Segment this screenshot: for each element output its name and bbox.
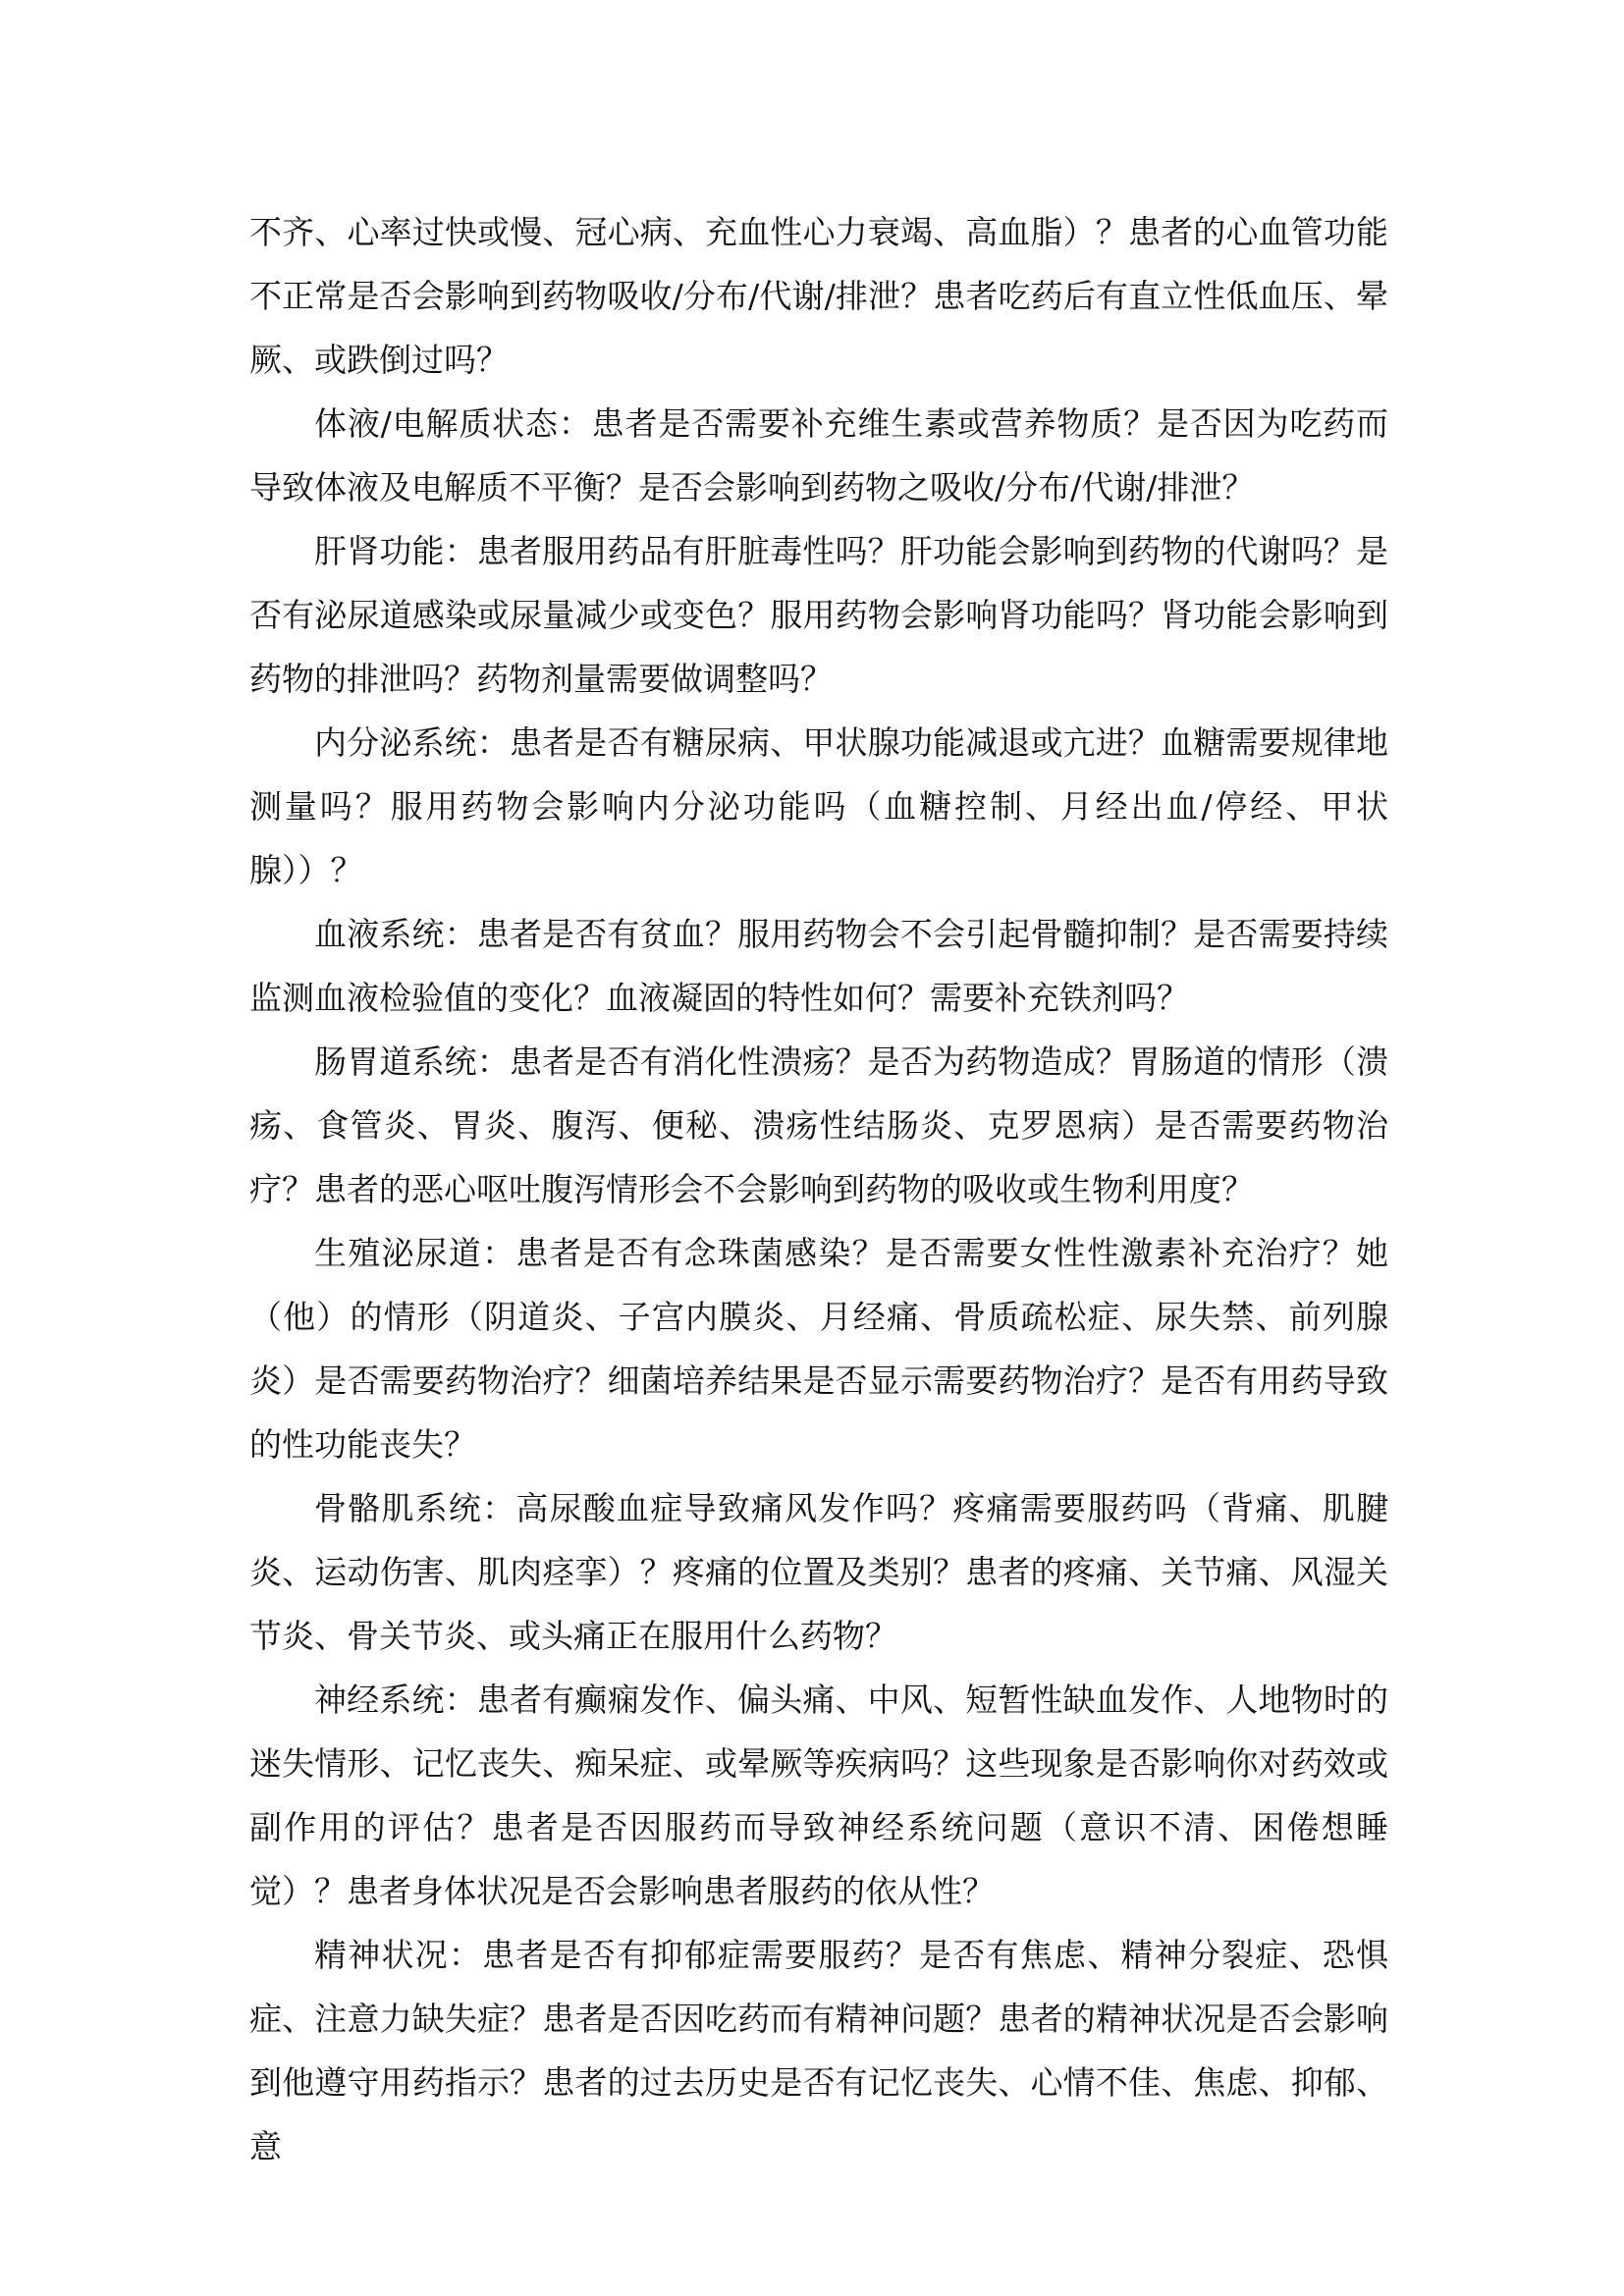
paragraph-genitourinary: 生殖泌尿道：患者是否有念珠菌感染？是否需要女性性激素补充治疗？她（他）的情形（阴道炎、子宫内膜炎、月经痛、骨质疏松症、尿失禁、前列腺炎）是否需要药物治疗？细菌培养结果是否显示需要药物治疗？是否有用药导致的性功能丧失？	[249, 1234, 1388, 1464]
paragraph-blood: 血液系统：患者是否有贫血？服用药物会不会引起骨髓抑制？是否需要持续监测血液检验值的变化？血液凝固的特性如何？需要补充铁剂吗？	[249, 915, 1388, 1017]
document-body	[249, 200, 1388, 2178]
paragraph-cardiovascular-continued: 不齐、心率过快或慢、冠心病、充血性心力衰竭、高血脂）？患者的心血管功能不正常是否会影响到药物吸收/分布/代谢/排泄？患者吃药后有直立性低血压、晕厥、或跌倒过吗？	[249, 213, 1388, 379]
paragraph-gastrointestinal: 肠胃道系统：患者是否有消化性溃疡？是否为药物造成？胃肠道的情形（溃疡、食管炎、胃炎、腹泻、便秘、溃疡性结肠炎、克罗恩病）是否需要药物治疗？患者的恶心呕吐腹泻情形会不会影响到药物的吸收或生物利用度？	[249, 1042, 1388, 1208]
paragraph-nervous-system: 神经系统：患者有癫痫发作、偏头痛、中风、短暂性缺血发作、人地物时的迷失情形、记忆丧失、痴呆症、或晕厥等疾病吗？这些现象是否影响你对药效或副作用的评估？患者是否因服药而导致神经系统问题（意识不清、困倦想睡觉）？患者身体状况是否会影响患者服药的依从性？	[249, 1681, 1388, 1910]
paragraph-endocrine: 内分泌系统：患者是否有糖尿病、甲状腺功能减退或亢进？血糖需要规律地测量吗？服用药物会影响内分泌功能吗（血糖控制、月经出血/停经、甲状腺））？	[249, 723, 1388, 889]
paragraph-mental-status: 精神状况：患者是否有抑郁症需要服药？是否有焦虑、精神分裂症、恐惧症、注意力缺失症？患者是否因吃药而有精神问题？患者的精神状况是否会影响到他遵守用药指示？患者的过去历史是否有记忆丧失、心情不佳、焦虑、抑郁、意	[249, 1936, 1388, 2165]
paragraph-liver-kidney: 肝肾功能：患者服用药品有肝脏毒性吗？肝功能会影响到药物的代谢吗？是否有泌尿道感染或尿量减少或变色？服用药物会影响肾功能吗？肾功能会影响到药物的排泄吗？药物剂量需要做调整吗？	[249, 532, 1388, 698]
paragraph-musculoskeletal: 骨骼肌系统：高尿酸血症导致痛风发作吗？疼痛需要服药吗（背痛、肌腱炎、运动伤害、肌肉痉挛）？疼痛的位置及类别？患者的疼痛、关节痛、风湿关节炎、骨关节炎、或头痛正在服用什么药物？	[249, 1489, 1388, 1655]
paragraph-fluid-electrolyte: 体液/电解质状态：患者是否需要补充维生素或营养物质？是否因为吃药而导致体液及电解质不平衡？是否会影响到药物之吸收/分布/代谢/排泄？	[249, 404, 1388, 507]
